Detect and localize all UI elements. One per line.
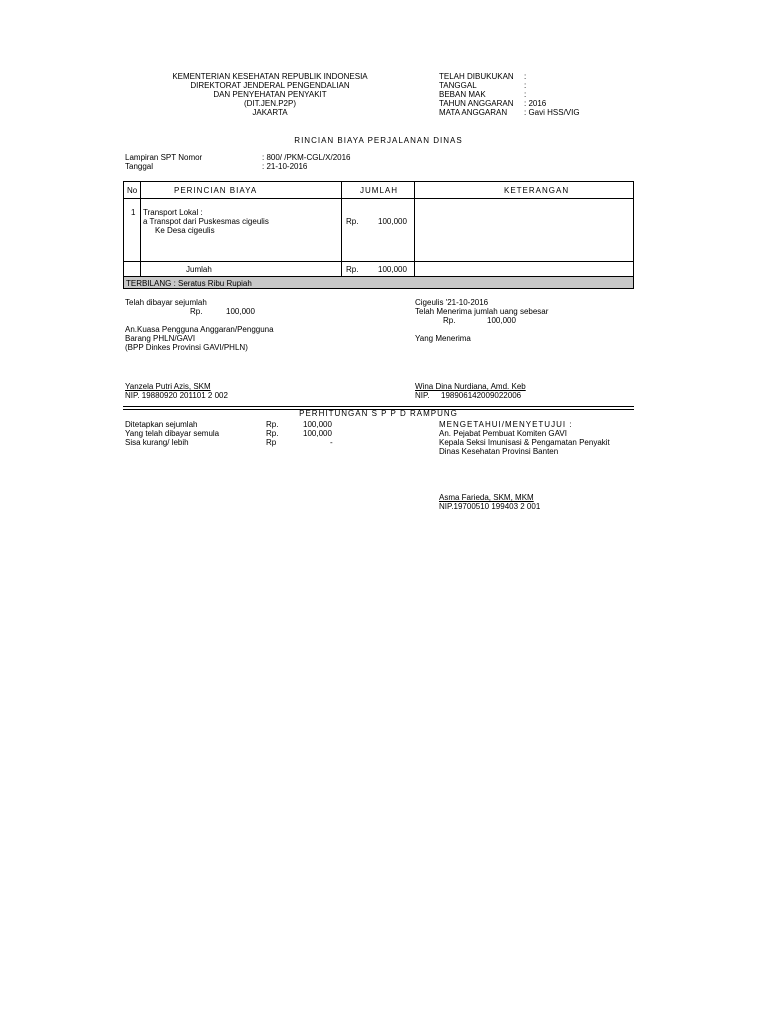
row-rp: Rp. [346, 217, 359, 226]
sppd-row-2-rp: Rp. [266, 429, 279, 438]
total-amount: 100,000 [378, 265, 407, 274]
table-header-divider [124, 198, 633, 199]
sppd-row-1-value: 100,000 [303, 420, 332, 429]
paid-label: Telah dibayar sejumlah [125, 298, 207, 307]
cost-table [123, 181, 634, 289]
sppd-row-1-rp: Rp. [266, 420, 279, 429]
received-amount: 100,000 [487, 316, 516, 325]
col-header-keterangan: KETERANGAN [504, 186, 570, 195]
recipient-nip-value: 198906142009022006 [441, 391, 522, 400]
document-title: RINCIAN BIAYA PERJALANAN DINAS [294, 136, 463, 145]
approver-name: Asma Farieda, SKM, MKM [439, 493, 534, 502]
bookkeeping-label-2: TANGGAL [439, 81, 477, 90]
col-header-no: No [127, 186, 138, 195]
approve-line-3: Dinas Kesehatan Provinsi Banten [439, 447, 559, 456]
sppd-rule-top [123, 406, 634, 407]
paid-amount: 100,000 [226, 307, 255, 316]
bookkeeping-value-4: : 2016 [524, 99, 547, 108]
row-item-1: Transport Lokal : [143, 208, 203, 217]
treasurer-role-1: An.Kuasa Pengguna Anggaran/Pengguna [125, 325, 274, 334]
tanggal-label: Tanggal [125, 162, 154, 171]
treasurer-name: Yanzela Putri Azis, SKM [125, 382, 211, 391]
sppd-row-3-rp: Rp [266, 438, 277, 447]
approve-line-1: An. Pejabat Pembuat Komiten GAVI [439, 429, 567, 438]
total-rp: Rp. [346, 265, 359, 274]
table-col-divider-1 [140, 182, 141, 277]
approve-title: MENGETAHUI/MENYETUJUI : [439, 420, 573, 429]
received-label: Telah Menerima jumlah uang sebesar [415, 307, 549, 316]
lampiran-label: Lampiran SPT Nomor [125, 153, 203, 162]
col-header-rincian: PERINCIAN BIAYA [174, 186, 258, 195]
treasurer-nip: NIP. 19880920 201101 2 002 [125, 391, 228, 400]
sppd-title: PERHITUNGAN S P P D RAMPUNG [299, 409, 458, 418]
row-amount: 100,000 [378, 217, 407, 226]
received-rp: Rp. [443, 316, 456, 325]
bookkeeping-label-3: BEBAN MAK [439, 90, 486, 99]
total-label: Jumlah [186, 265, 212, 274]
row-item-2: a Transpot dari Puskesmas cigeulis [143, 217, 269, 226]
header-line-2: DIREKTORAT JENDERAL PENGENDALIAN [190, 81, 350, 90]
sppd-row-3-label: Sisa kurang/ lebih [125, 438, 189, 447]
recipient-nip-label: NIP. [415, 391, 430, 400]
place-date: Cigeulis '21-10-2016 [415, 298, 489, 307]
approve-line-2: Kepala Seksi Imunisasi & Pengamatan Penyakit [439, 438, 610, 447]
paid-rp: Rp. [190, 307, 203, 316]
header-line-3: DAN PENYEHATAN PENYAKIT [213, 90, 327, 99]
bookkeeping-label-5: MATA ANGGARAN [439, 108, 508, 117]
table-col-divider-3 [414, 182, 415, 277]
bookkeeping-label-1: TELAH DIBUKUKAN [439, 72, 514, 81]
bookkeeping-label-4: TAHUN ANGGARAN [439, 99, 514, 108]
sppd-row-3-value: - [330, 438, 333, 447]
sppd-row-1-label: Ditetapkan sejumlah [125, 420, 198, 429]
tanggal-value: : 21-10-2016 [262, 162, 308, 171]
bookkeeping-value-3: : [524, 90, 527, 99]
bookkeeping-value-5: : Gavi HSS/VIG [524, 108, 580, 117]
sppd-row-2-label: Yang telah dibayar semula [125, 429, 220, 438]
terbilang-text: TERBILANG : Seratus Ribu Rupiah [126, 279, 252, 288]
header-line-4: (DIT.JEN.P2P) [243, 99, 296, 108]
table-total-divider [124, 261, 633, 262]
recipient-name: Wina Dina Nurdiana, Amd. Keb [415, 382, 526, 391]
bookkeeping-value-2: : [524, 81, 527, 90]
treasurer-role-2: Barang PHLN/GAVI [125, 334, 196, 343]
row-no: 1 [131, 208, 136, 217]
header-line-1: KEMENTERIAN KESEHATAN REPUBLIK INDONESIA [172, 72, 368, 81]
treasurer-role-3: (BPP Dinkes Provinsi GAVI/PHLN) [125, 343, 248, 352]
sppd-row-2-value: 100,000 [303, 429, 332, 438]
bookkeeping-value-1: : [524, 72, 527, 81]
approver-nip: NIP.19700510 199403 2 001 [439, 502, 541, 511]
col-header-jumlah: JUMLAH [360, 186, 399, 195]
table-terbilang-divider [124, 276, 633, 277]
header-line-5: JAKARTA [252, 108, 288, 117]
table-col-divider-2 [341, 182, 342, 277]
recipient-role: Yang Menerima [415, 334, 471, 343]
lampiran-value: : 800/ /PKM-CGL/X/2016 [262, 153, 351, 162]
row-item-3: Ke Desa cigeulis [155, 226, 215, 235]
